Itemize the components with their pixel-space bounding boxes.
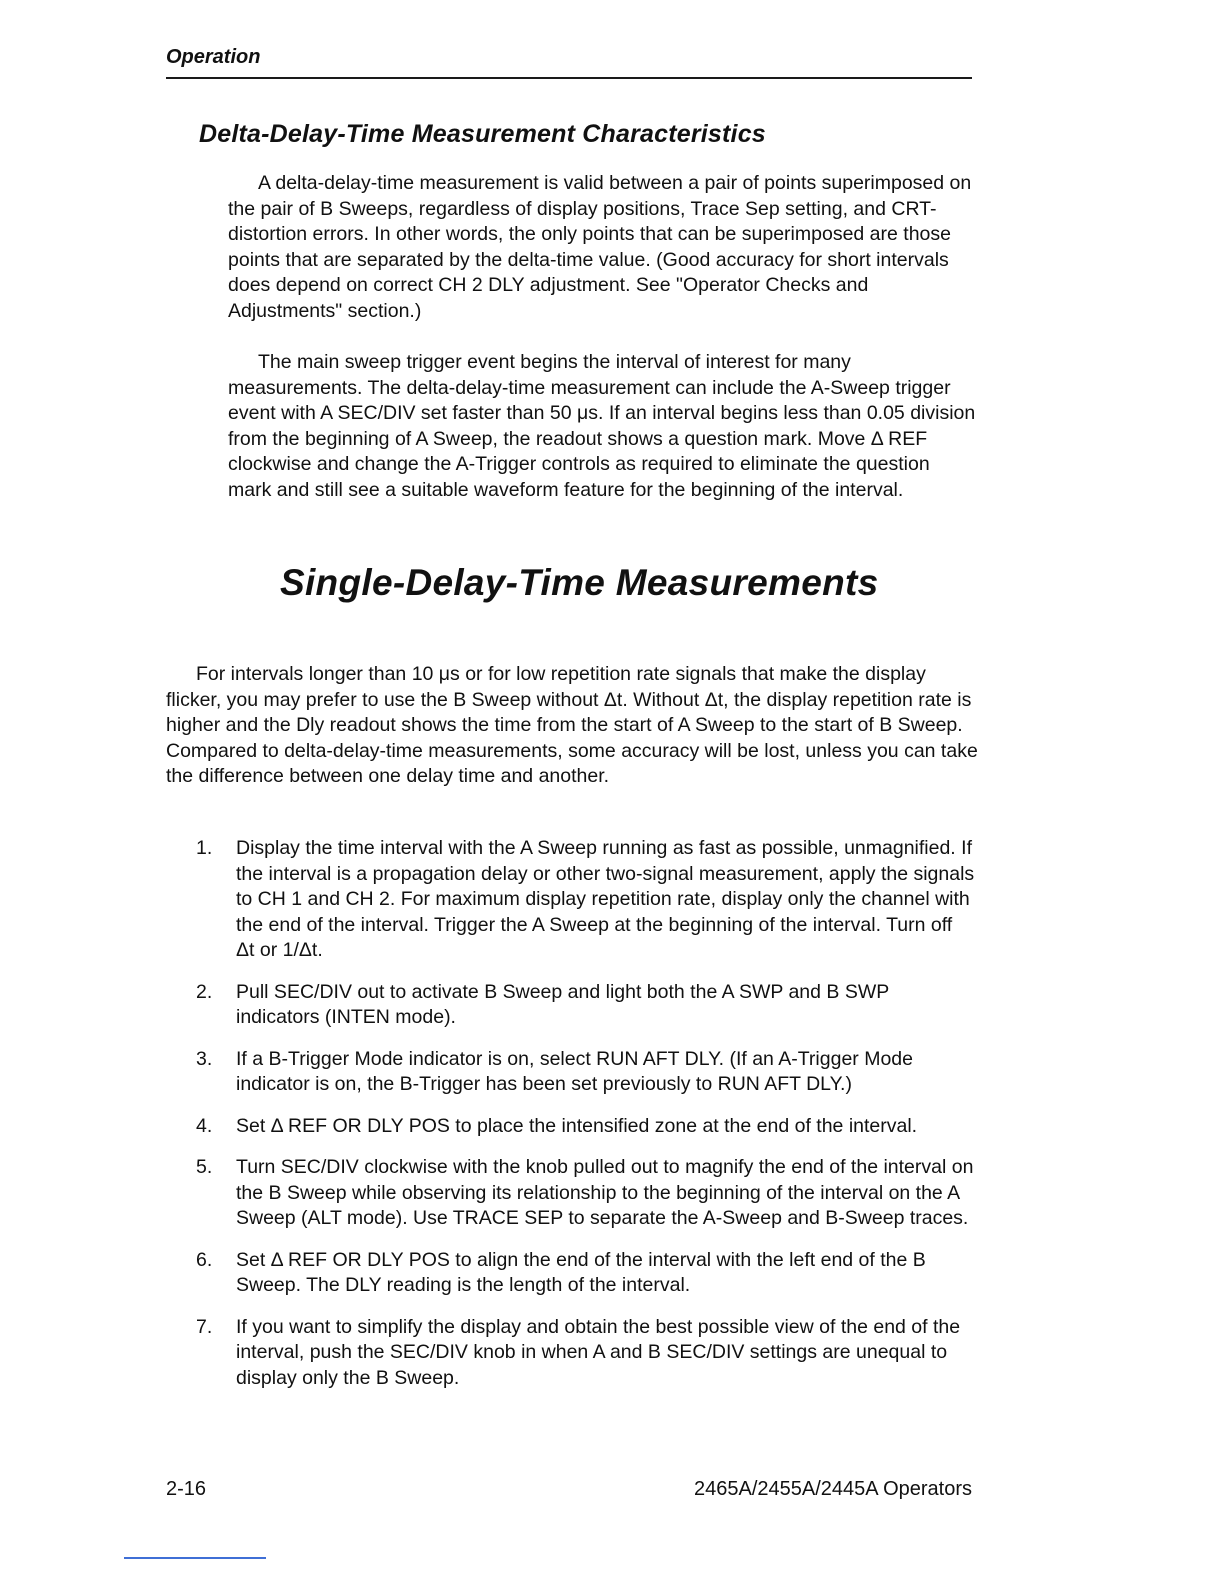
step-text: Set Δ REF OR DLY POS to align the end of the interval with the left end of the B Sweep. The DLY reading is the length of the interval. bbox=[236, 1248, 926, 1296]
step-number: 5. bbox=[196, 1156, 213, 1178]
step-number: 1. bbox=[196, 837, 213, 859]
document-title: 2465A/2455A/2445A Operators bbox=[694, 1478, 972, 1500]
step-text: Turn SEC/DIV clockwise with the knob pulled out to magnify the end of the interval on the B Sweep while observing its relationship to the beginning of the interval on the A Sweep (ALT mode). Use TRACE SEP to separate the A-Sweep and B-Sweep traces. bbox=[236, 1156, 974, 1229]
step-number: 4. bbox=[196, 1114, 213, 1137]
paragraph-intro: For intervals longer than 10 μs or for low repetition rate signals that make the display flicker, you may prefer to use the B Sweep without Δt. Without Δt, the display repetition rate is higher and the Dly readout shows the time from the start of A Sweep to the start of B Sweep. Compared to delta-delay-time measurements, some accuracy will be lost, unless you can take the difference between one delay time and another. bbox=[166, 663, 978, 787]
paragraph-validity: A delta-delay-time measurement is valid between a pair of points superimposed on the pair of B Sweeps, regardless of display positions, Trace Sep setting, and CRT-distortion errors. In other words, the only points that can be superimposed are those points that are separated by the delta-time value. (Good accuracy for short intervals does depend on correct CH 2 DLY adjustment. See "Operator Checks and Adjustments" section.) bbox=[228, 172, 972, 322]
step-item bbox=[196, 1155, 986, 1232]
step-number: 7. bbox=[196, 1315, 213, 1338]
step-number: 3. bbox=[196, 1047, 213, 1070]
step-text: Display the time interval with the A Sweep running as fast as possible, unmagnified. If the interval is a propagation delay or other two-signal measurement, apply the signals to CH 1 and CH 2. For maximum display repetition rate, display only the channel with the end of the interval. Trigger the A Sweep at the beginning of the interval. Turn off Δt or 1/Δt. bbox=[236, 837, 975, 961]
step-number: 6. bbox=[196, 1248, 213, 1271]
step-text: Pull SEC/DIV out to activate B Sweep and light both the A SWP and B SWP indicators (INTEN mode). bbox=[236, 980, 889, 1028]
header-divider bbox=[166, 77, 972, 79]
page-number: 2-16 bbox=[166, 1478, 207, 1500]
step-item bbox=[196, 1114, 986, 1140]
step-item bbox=[196, 1248, 986, 1299]
section-label: Operation bbox=[166, 46, 261, 68]
step-text: Set Δ REF OR DLY POS to place the intensified zone at the end of the interval. bbox=[236, 1114, 918, 1137]
link-underline bbox=[124, 1557, 266, 1559]
step-item bbox=[196, 1047, 986, 1098]
step-text: If a B-Trigger Mode indicator is on, select RUN AFT DLY. (If an A-Trigger Mode indicator is on, the B-Trigger has been set previously to RUN AFT DLY.) bbox=[236, 1047, 913, 1095]
step-item bbox=[196, 836, 986, 964]
paragraph-trigger-event: The main sweep trigger event begins the interval of interest for many measurements. The delta-delay-time measurement can include the A-Sweep trigger event with A SEC/DIV set faster than 50 μs. If an interval begins less than 0.05 division from the beginning of A Sweep, the readout shows a question mark. Move Δ REF clockwise and change the A-Trigger controls as required to eliminate the question mark and still see a suitable waveform feature for the beginning of the interval. bbox=[228, 351, 976, 501]
step-item bbox=[196, 980, 986, 1031]
section-heading: Single-Delay-Time Measurements bbox=[280, 562, 879, 603]
step-text: If you want to simplify the display and obtain the best possible view of the end of the interval, push the SEC/DIV knob in when A and B SEC/DIV settings are unequal to display only the B Sweep. bbox=[236, 1315, 961, 1389]
subsection-heading: Delta-Delay-Time Measurement Characteristics bbox=[199, 120, 766, 148]
step-item bbox=[196, 1315, 986, 1392]
procedure-steps bbox=[196, 836, 986, 1407]
step-number: 2. bbox=[196, 980, 213, 1003]
